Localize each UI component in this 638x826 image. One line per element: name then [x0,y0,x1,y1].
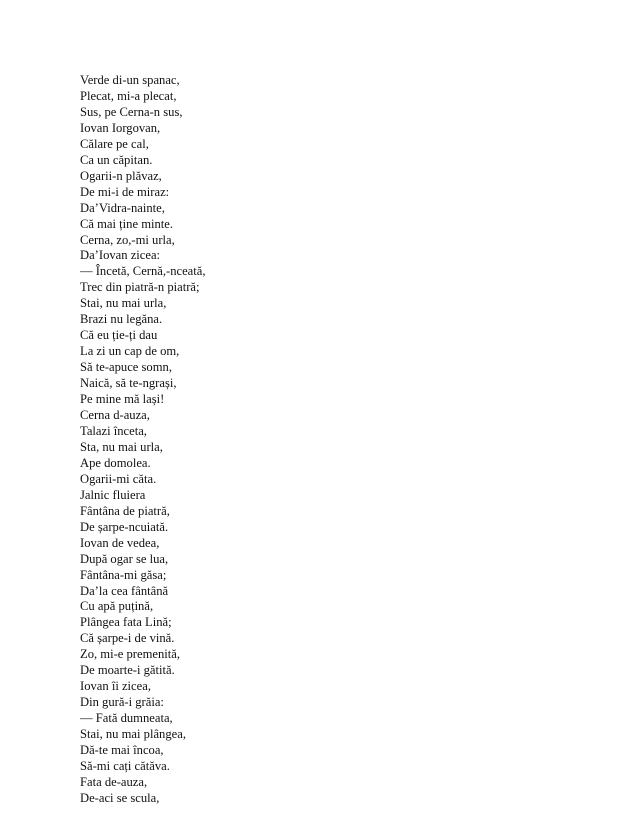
poem-line: Că eu ție-ți dau [80,328,158,343]
poem-line: Sta, nu mai urla, [80,439,163,454]
poem-line: Trec din piatră-n piatră; [80,280,200,295]
poem-line: Călare pe cal, [80,136,149,151]
poem-line: Iovan Iorgovan, [80,120,161,135]
poem-line: De-aci se scula, [80,790,160,805]
poem-line: Iovan îi zicea, [80,679,151,694]
poem-line: Zo, mi-e premenită, [80,647,181,662]
poem-line: Sus, pe Cerna-n sus, [80,104,183,119]
poem-line: Că mai ține minte. [80,216,174,231]
poem-line: Cerna d-auza, [80,408,150,423]
poem-line: Ogarii-mi căta. [80,471,157,486]
poem-line: Iovan de vedea, [80,535,160,550]
poem-line: Ogarii-n plăvaz, [80,168,162,183]
poem-line: Da’Iovan zicea: [80,248,161,263]
poem-line: Că șarpe-i de vină. [80,631,175,646]
poem-line: Dă-te mai încoa, [80,743,164,758]
poem-line: Stai, nu mai urla, [80,296,167,311]
poem-line: Da’la cea fântână [80,583,169,598]
poem-line: De șarpe-ncuiată. [80,519,169,534]
poem-line: Cerna, zo,-mi urla, [80,232,175,247]
poem-line: După ogar se lua, [80,551,169,566]
poem-line: — Încetă, Cernă,-nceată, [80,264,206,279]
poem-line: Talazi înceta, [80,423,147,438]
poem-line: De mi-i de miraz: [80,184,170,199]
poem-line: — Fată dumneata, [80,711,173,726]
poem-line: Pe mine mă lași! [80,392,165,407]
poem-line: Să te-apuce somn, [80,360,172,375]
poem-line: Naică, să te-ngrași, [80,376,177,391]
poem-line: Jalnic fluiera [80,487,146,502]
poem-line: Să-mi cați cătăva. [80,758,170,773]
poem-line: Ca un căpitan. [80,152,153,167]
poem-line: Plecat, mi-a plecat, [80,88,177,103]
poem-line: Fântâna-mi găsa; [80,567,167,582]
poem-line: Fata de-auza, [80,774,148,789]
poem-line: Ape domolea. [80,455,151,470]
poem-line: Plângea fata Lină; [80,615,172,630]
poem-line: La zi un cap de om, [80,344,180,359]
poem-line: Stai, nu mai plângea, [80,727,186,742]
poem-line: Cu apă puțină, [80,599,154,614]
poem-line: Din gură-i grăia: [80,695,164,710]
poem-line: De moarte-i gătită. [80,663,175,678]
poem-line: Verde di-un spanac, [80,73,180,87]
poem-line: Fântâna de piatră, [80,503,170,518]
poem-line: Brazi nu legăna. [80,312,163,327]
poem-line: Da’Vidra-nainte, [80,200,165,215]
poem-text [80,73,206,807]
